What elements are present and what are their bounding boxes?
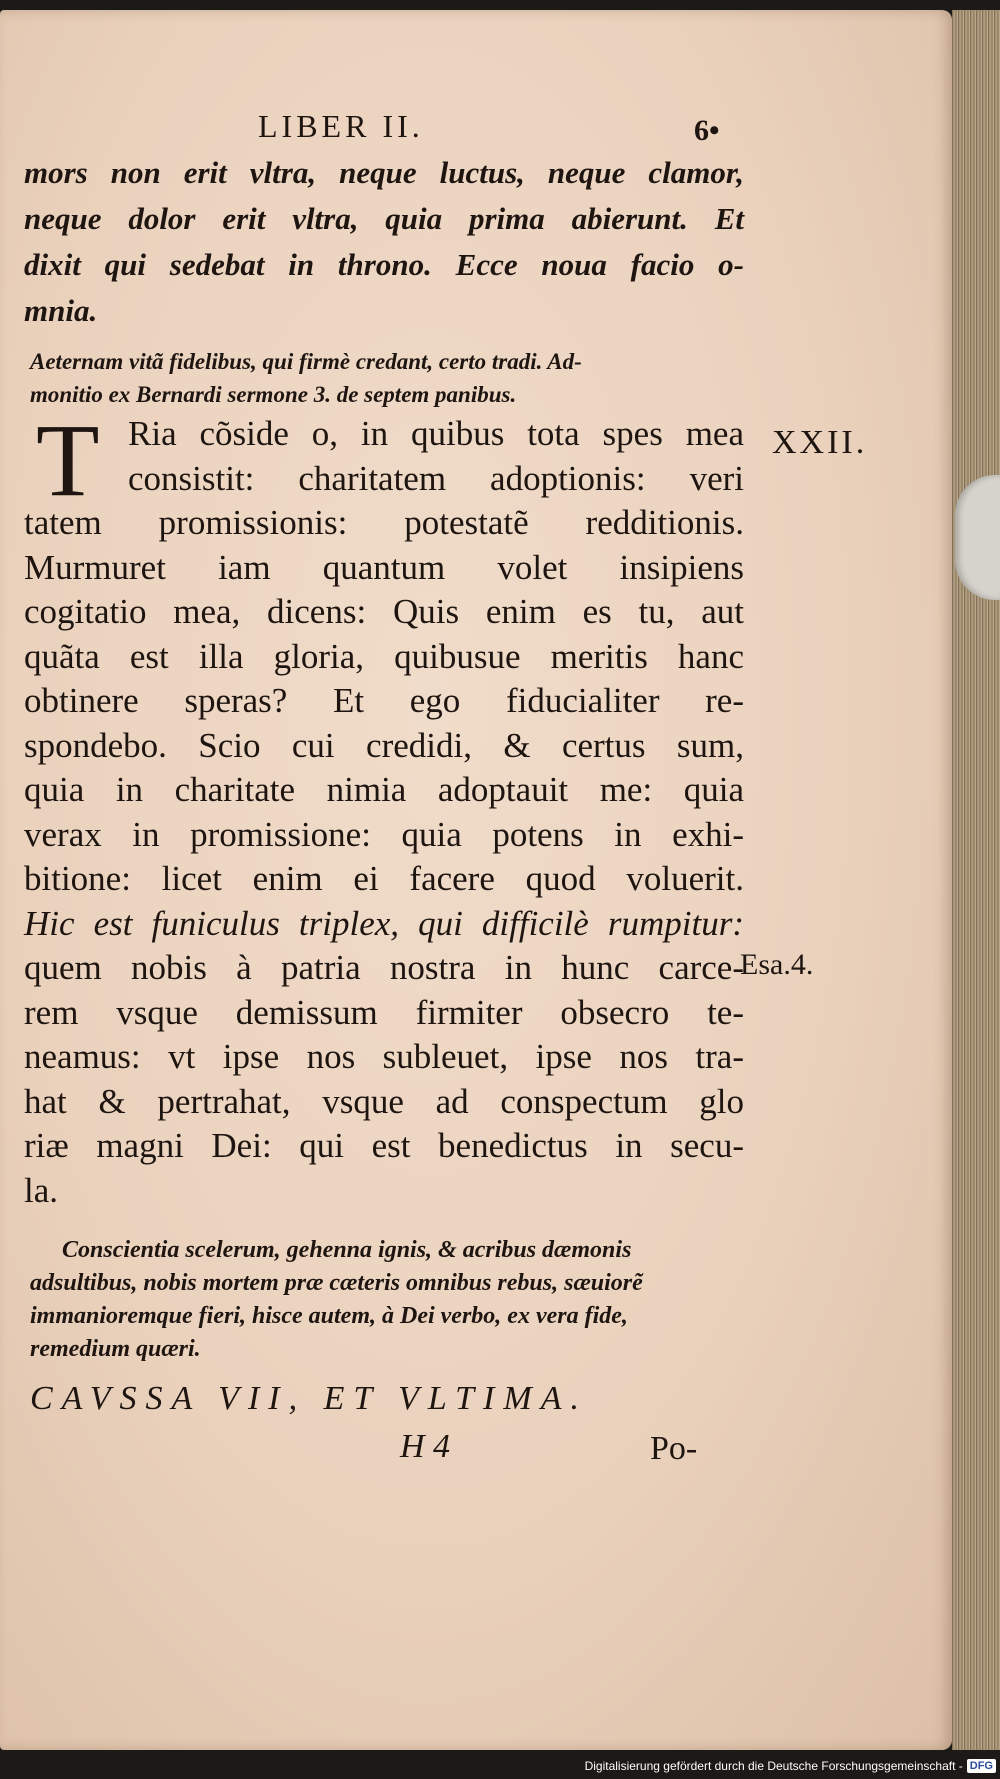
margin-number: XXII. bbox=[772, 424, 868, 461]
body-line: neamus: vt ipse nos subleuet, ipse nos tra- bbox=[24, 1037, 744, 1076]
catchword: Po- bbox=[650, 1430, 698, 1467]
note-line: Conscientia scelerum, gehenna ignis, & acribus dæmonis bbox=[62, 1237, 632, 1263]
summary-note-top bbox=[30, 345, 735, 411]
body-line: la. bbox=[24, 1170, 59, 1210]
body-line: hat & pertrahat, vsque ad conspectum glo bbox=[24, 1081, 744, 1121]
body-line: obtinere speras? Et ego fiducialiter re- bbox=[24, 681, 744, 720]
running-head: LIBER II. bbox=[258, 108, 424, 144]
summary-note-bottom bbox=[30, 1234, 737, 1366]
body-paragraph bbox=[24, 403, 744, 1213]
body-line: tatem promissionis: potestatẽ redditionis. bbox=[24, 503, 744, 542]
body-line: quem nobis à patria nostra in hunc carce- bbox=[24, 948, 744, 987]
body-line: Ria cõside o, in quibus tota spes mea bbox=[128, 414, 744, 453]
dfg-logo: DFG bbox=[967, 1759, 996, 1773]
body-line: quãta est illa gloria, quibusue meritis hanc bbox=[24, 636, 744, 676]
body-line: Murmuret iam quantum volet insipiens bbox=[24, 547, 744, 587]
digitization-credit bbox=[585, 1756, 996, 1776]
verse-line: mnia. bbox=[24, 293, 98, 328]
holding-finger bbox=[955, 475, 1000, 600]
note-line: Aeternam vitã fidelibus, qui firmè credant, certo tradi. Ad- bbox=[30, 349, 582, 374]
verse-line: mors non erit vltra, neque luctus, neque clamor, bbox=[24, 155, 744, 190]
body-line: verax in promissione: quia potens in exhi- bbox=[24, 814, 744, 854]
book-fore-edge bbox=[952, 10, 1000, 1750]
body-line: bitione: licet enim ei facere quod voluerit. bbox=[24, 859, 744, 898]
verse-block bbox=[24, 150, 744, 334]
folio-number: 6• bbox=[694, 114, 720, 147]
note-line: monitio ex Bernardi sermone 3. de septem panibus. bbox=[30, 382, 517, 407]
margin-reference: Esa.4. bbox=[740, 948, 814, 981]
credit-text: Digitalisierung gefördert durch die Deutsche Forschungsgemeinschaft - bbox=[584, 1759, 963, 1773]
note-line: remedium quæri. bbox=[30, 1336, 201, 1362]
verse-line: neque dolor erit vltra, quia prima abierunt. Et bbox=[24, 201, 744, 236]
body-line: rem vsque demissum firmiter obsecro te- bbox=[24, 992, 744, 1032]
signature-mark: H 4 bbox=[400, 1428, 451, 1465]
drop-cap: T bbox=[36, 403, 100, 518]
body-line: cogitatio mea, dicens: Quis enim es tu, aut bbox=[24, 592, 744, 631]
body-line: consistit: charitatem adoptionis: veri bbox=[128, 458, 744, 498]
body-line: spondebo. Scio cui credidi, & certus sum, bbox=[24, 725, 744, 765]
section-heading: CAVSSA VII, ET VLTIMA. bbox=[30, 1380, 588, 1417]
note-line: immanioremque fieri, hisce autem, à Dei verbo, ex vera fide, bbox=[30, 1303, 628, 1329]
body-line: Hic est funiculus triplex, qui difficilè rumpitur: bbox=[24, 903, 744, 943]
verse-line: dixit qui sedebat in throno. Ecce noua facio o- bbox=[24, 247, 744, 282]
note-line: adsultibus, nobis mortem præ cæteris omnibus rebus, sæuiorẽ bbox=[30, 1270, 643, 1296]
body-line: quia in charitate nimia adoptauit me: quia bbox=[24, 770, 744, 809]
body-line: riæ magni Dei: qui est benedictus in secu- bbox=[24, 1126, 744, 1165]
